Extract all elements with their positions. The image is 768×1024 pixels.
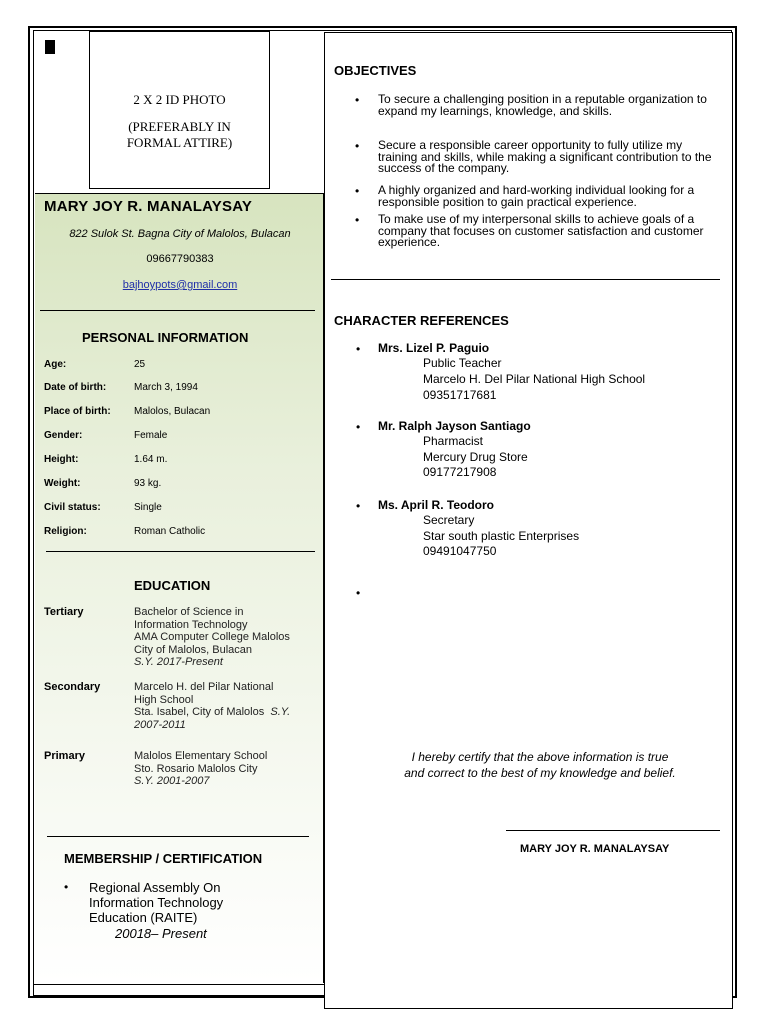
- height-value: 1.64 m.: [134, 454, 168, 465]
- bullet-icon: •: [355, 139, 360, 153]
- reference-org: Star south plastic Enterprises: [423, 529, 580, 543]
- objectives-title: OBJECTIVES: [334, 63, 417, 78]
- dob-value: March 3, 1994: [134, 382, 198, 393]
- id-photo-placeholder: [89, 31, 270, 189]
- references-title: CHARACTER REFERENCES: [334, 313, 509, 328]
- bullet-icon: •: [356, 499, 361, 513]
- objective-item: To make use of my interpersonal skills to achieve goals of a company that focuses on customer satisfaction and customer experience.: [378, 212, 704, 249]
- reference-org: Marcelo H. Del Pilar National High School: [423, 372, 646, 386]
- reference-role: Public Teacher: [423, 356, 502, 370]
- primary-label: Primary: [44, 750, 85, 762]
- civil-status-label: Civil status:: [44, 502, 101, 513]
- applicant-name: MARY JOY R. MANALAYSAY: [44, 198, 253, 215]
- religion-label: Religion:: [44, 526, 87, 537]
- weight-label: Weight:: [44, 478, 81, 489]
- divider: [46, 551, 315, 552]
- bullet-icon: •: [64, 880, 69, 894]
- bullet-icon: •: [356, 420, 361, 434]
- certification-statement: I hereby certify that the above information is true and correct to the best of my knowledge and belief.: [404, 750, 676, 780]
- bottom-divider: [33, 984, 325, 985]
- divider: [40, 310, 315, 311]
- height-label: Height:: [44, 454, 79, 465]
- reference-role: Pharmacist: [423, 434, 484, 448]
- pob-label: Place of birth:: [44, 406, 111, 417]
- photo-label: 2 X 2 ID PHOTO: [133, 92, 226, 107]
- reference-role: Secretary: [423, 513, 475, 527]
- tertiary-details: Bachelor of Science in Information Technology AMA Computer College Malolos City of Malolos, Bulacan S.Y. 2017-Present: [134, 606, 290, 668]
- membership-date: 20018– Present: [115, 926, 207, 941]
- gender-label: Gender:: [44, 430, 83, 441]
- signature-name: MARY JOY R. MANALAYSAY: [520, 843, 670, 855]
- pob-value: Malolos, Bulacan: [134, 406, 211, 417]
- primary-details: Malolos Elementary School Sto. Rosario Malolos City S.Y. 2001-2007: [134, 750, 268, 787]
- photo-note: (PREFERABLY IN FORMAL ATTIRE): [126, 119, 233, 150]
- religion-value: Roman Catholic: [134, 526, 206, 537]
- reference-phone: 09351717681: [423, 388, 497, 402]
- age-label: Age:: [44, 359, 67, 370]
- divider: [331, 279, 720, 280]
- bullet-icon: •: [355, 93, 360, 107]
- personal-info-title: PERSONAL INFORMATION: [82, 330, 249, 345]
- corner-marker: [45, 40, 55, 54]
- email-link[interactable]: bajhoypots@gmail.com: [122, 279, 238, 291]
- address: 822 Sulok St. Bagna City of Malolos, Bulacan: [69, 228, 291, 240]
- bullet-icon: •: [356, 342, 361, 356]
- tertiary-label: Tertiary: [44, 606, 84, 618]
- reference-phone: 09491047750: [423, 544, 497, 558]
- reference-name: Mr. Ralph Jayson Santiago: [378, 419, 531, 433]
- reference-name: Mrs. Lizel P. Paguio: [378, 341, 490, 355]
- dob-label: Date of birth:: [44, 382, 107, 393]
- reference-phone: 09177217908: [423, 465, 497, 479]
- bullet-icon: •: [355, 213, 360, 227]
- objective-item: Secure a responsible career opportunity to fully utilize my training and skills, while making a significant contribution to the success of the company.: [378, 138, 712, 175]
- phone-number: 09667790383: [146, 253, 214, 265]
- signature-line: [506, 830, 720, 831]
- bullet-icon: •: [356, 586, 361, 600]
- education-title: EDUCATION: [134, 578, 211, 593]
- right-panel: [324, 32, 733, 1009]
- age-value: 25: [134, 359, 146, 370]
- weight-value: 93 kg.: [134, 478, 162, 489]
- secondary-label: Secondary: [44, 681, 101, 693]
- reference-name: Ms. April R. Teodoro: [378, 498, 494, 512]
- gender-value: Female: [134, 430, 168, 441]
- reference-org: Mercury Drug Store: [423, 450, 528, 464]
- divider: [47, 836, 309, 837]
- bullet-icon: •: [355, 184, 360, 198]
- membership-title: MEMBERSHIP / CERTIFICATION: [64, 851, 263, 866]
- membership-org: Regional Assembly On Information Technology Education (RAITE): [89, 880, 224, 925]
- objective-item: A highly organized and hard-working individual looking for a responsible position to gain practical experience.: [378, 183, 695, 209]
- objective-item: To secure a challenging position in a reputable organization to expand my learnings, knowledge, and skills.: [378, 92, 707, 118]
- secondary-details: Marcelo H. del Pilar National High School Sta. Isabel, City of Malolos S.Y. 2007-2011: [134, 681, 291, 731]
- civil-status-value: Single: [134, 502, 162, 513]
